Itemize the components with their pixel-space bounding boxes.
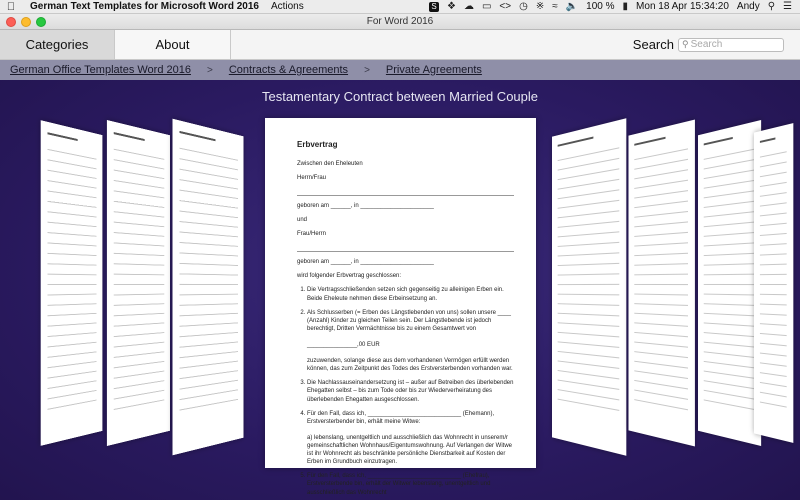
menubar-clock[interactable]: Mon 18 Apr 15:34:20 — [636, 1, 729, 12]
clause-text: Für den Fall, dass ich, ____________________________ (Ehemann), Erstversterbender bin, erhält meine Witwe: — [307, 410, 495, 425]
window-titlebar — [0, 14, 800, 30]
time-machine-icon[interactable]: ◷ — [519, 0, 528, 12]
clause-item — [307, 410, 514, 467]
breadcrumb-item-templates[interactable]: German Office Templates Word 2016 — [10, 64, 191, 76]
actions-menu[interactable]: Actions — [270, 1, 304, 12]
template-preview-selected[interactable] — [265, 118, 536, 496]
breadcrumb-item-private[interactable]: Private Agreements — [385, 64, 482, 76]
template-preview-kaufvertrag[interactable] — [698, 120, 761, 446]
template-preview-vollmacht[interactable] — [552, 118, 626, 456]
template-preview-mietvertrag[interactable] — [629, 120, 695, 447]
system-menu-bar — [0, 0, 800, 14]
battery-icon[interactable]: ▮ — [622, 0, 629, 12]
signature-line — [297, 244, 514, 252]
airplay-icon[interactable]: ▭ — [481, 0, 492, 12]
clause-text: _______________,00 EUR — [307, 342, 380, 349]
toolbar — [0, 30, 800, 60]
zoom-window-button[interactable] — [36, 17, 46, 27]
cloud-icon[interactable]: ☁ — [463, 0, 474, 12]
minimize-window-button[interactable] — [21, 17, 31, 27]
battery-percent[interactable]: 100 % — [586, 1, 615, 12]
document-line: wird folgender Erbvertrag geschlossen: — [297, 273, 402, 280]
clause-text: zuzuwenden, solange diese aus dem vorhandenen Vermögen erfüllt werden können, das zum Zeitpunkt des Todes des Erstversterbenden vorhanden war. — [307, 358, 513, 373]
search-label: Search — [632, 37, 674, 52]
clause-text: a) lebenslang, unentgeltlich und ausschließlich das Wohnrecht in unserem/r gemeinschaftlichen Wohnhaus/Eigentumswohnung. Auf Verlangen der Witwe ist ihr Wohnrecht als beschränkte persönliche Dienstbarkeit auf Kosten der Erben im Grundbuch einzutragen. — [307, 434, 513, 466]
document-line: Zwischen den Eheleuten — [297, 160, 363, 167]
volume-icon[interactable]: 🔈 — [565, 0, 579, 12]
search-input[interactable] — [691, 39, 781, 50]
window-title: For Word 2016 — [366, 16, 434, 27]
clause-list — [297, 286, 514, 496]
menubar-status-area — [429, 1, 800, 13]
clause-item: 5. Für den Fall, dass ich, ____________________________ (Ehefrau), Erstversterbende bin, erhält der Witwer lebenslang, unentgeltlich und ausschließlich das Wohnrecht — [307, 472, 514, 496]
code-icon[interactable]: <> — [499, 0, 512, 12]
spotlight-icon[interactable]: ⚲ — [767, 0, 776, 12]
wifi-icon[interactable]: ≈ — [552, 0, 558, 12]
template-preview-dienstvertrag[interactable] — [172, 119, 243, 456]
search-icon: ⚲ — [682, 39, 689, 49]
breadcrumb-separator: > — [364, 64, 370, 76]
bluetooth-icon[interactable]: ※ — [535, 0, 545, 12]
close-window-button[interactable] — [6, 17, 16, 27]
breadcrumb-item-contracts[interactable]: Contracts & Agreements — [228, 64, 349, 76]
clause-item: 1. Die Vertragsschließenden setzen sich gegenseitig zu alleinigen Erben ein. Beide Eheleute nehmen diese Erbeinsetzung an. — [307, 286, 514, 302]
template-preview-buergschaft[interactable] — [41, 120, 103, 446]
search-area — [633, 30, 800, 59]
document-line: und — [297, 217, 308, 224]
clause-item — [307, 309, 514, 374]
app-menu[interactable]: German Text Templates for Microsoft Word 2016 — [30, 1, 259, 12]
template-preview-schenkung[interactable] — [754, 123, 793, 443]
tab-categories[interactable]: Categories — [0, 30, 115, 59]
document-line: Herrn/Frau — [297, 174, 327, 181]
window-controls — [6, 17, 46, 27]
signature-line — [297, 188, 514, 196]
breadcrumb — [0, 60, 800, 80]
document-heading: Erbvertrag — [297, 140, 338, 149]
document-line: Frau/Herrn — [297, 231, 327, 238]
app-status-icon[interactable]: S — [429, 2, 439, 12]
breadcrumb-separator: > — [206, 64, 213, 76]
clause-text: Als Schlusserben (= Erben des Längstlebenden von uns) sollen unsere ____ (Anzahl) Kinder zu gleichen Teilen sein. Der Längstlebende ist jedoch berechtigt, Dritten Vermächtnisse bis zu einem Gesamtwert von — [307, 309, 511, 332]
template-coverflow — [0, 80, 800, 500]
document-line: geboren am ______, in ______________________ — [297, 259, 434, 266]
user-menu[interactable]: Andy — [736, 1, 760, 12]
notification-center-icon[interactable]: ☰ — [783, 0, 792, 12]
clause-item: 3. Die Nachlassauseinandersetzung ist – außer auf Betreiben des überlebenden Ehegatten selbst – bis zum Tode oder bis zur Wiederverheiratung des überlebenden Ehegatten ausgeschlossen. — [307, 379, 514, 403]
search-field[interactable] — [678, 38, 784, 52]
tab-about[interactable]: About — [115, 30, 231, 59]
document-line: geboren am ______, in ______________________ — [297, 202, 434, 209]
apple-menu-icon[interactable] — [0, 1, 22, 13]
dropbox-icon[interactable]: ❖ — [446, 0, 456, 12]
template-preview-darlehen[interactable] — [107, 120, 170, 446]
document-title: Testamentary Contract between Married Couple — [261, 89, 539, 104]
